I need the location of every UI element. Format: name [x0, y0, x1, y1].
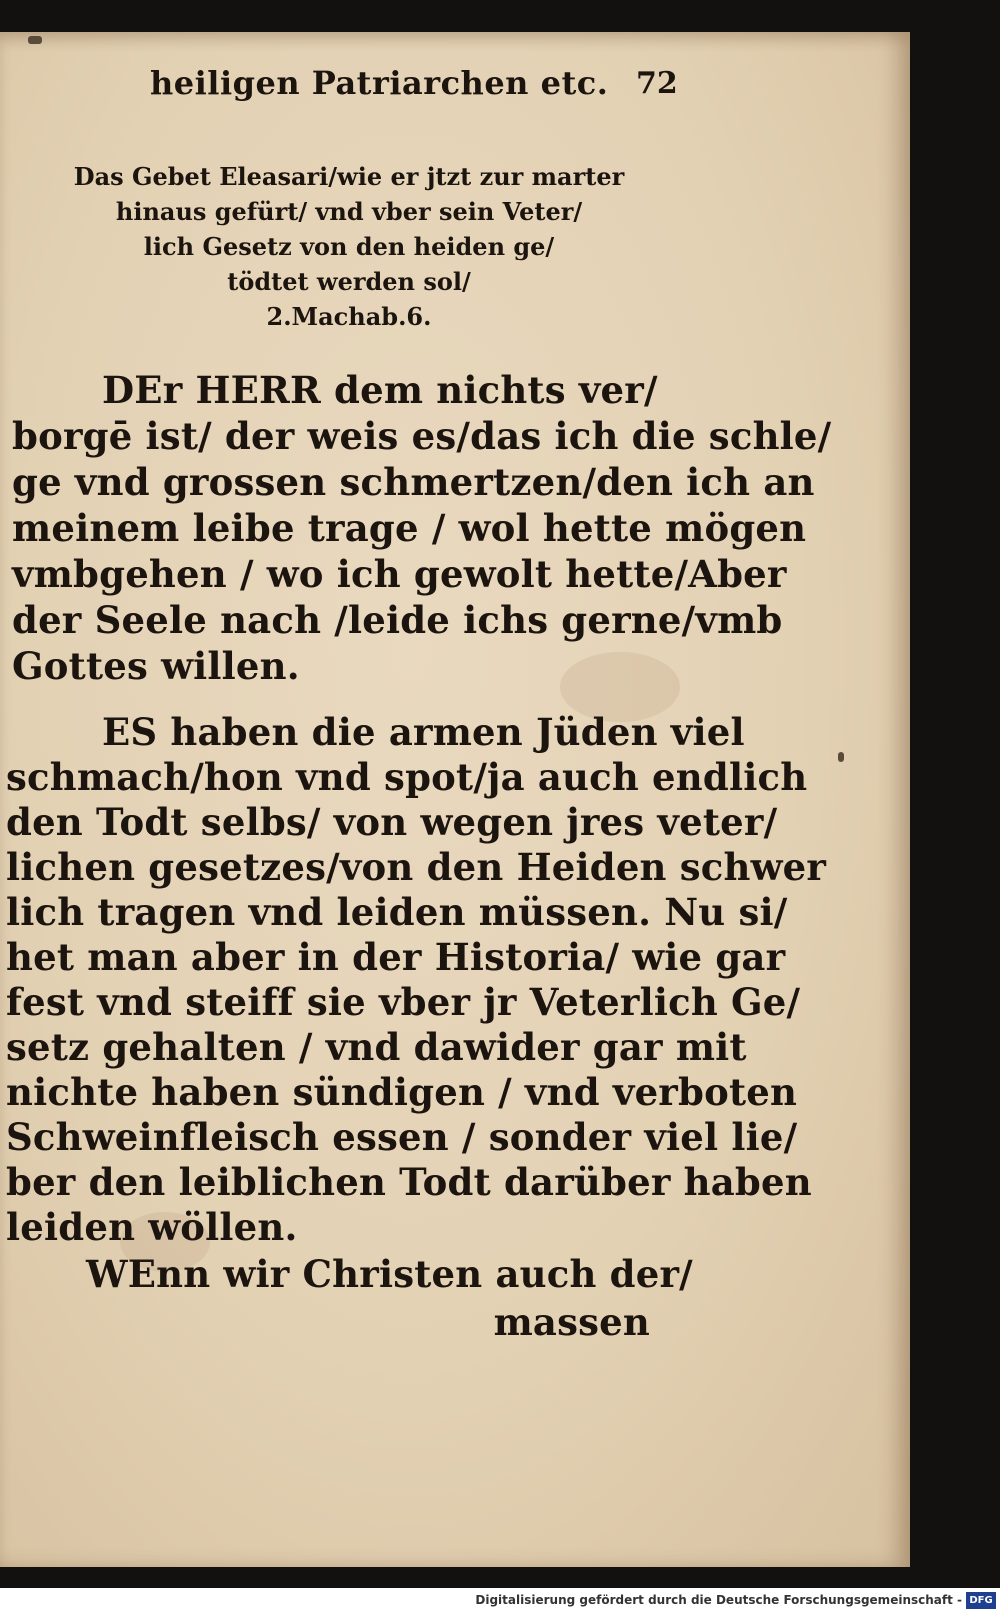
body-line: nichte haben sündigen / vnd verboten — [6, 1070, 798, 1114]
funding-credit: Digitalisierung gefördert durch die Deutsche Forschungsgemeinschaft - — [475, 1593, 962, 1607]
body-line: het man aber in der Historia/ wie gar — [6, 935, 786, 979]
heading-line: lich Gesetz von den heiden ge/ — [143, 232, 555, 261]
heading-line: Das Gebet Eleasari/wie er jtzt zur marter — [73, 162, 625, 191]
body-line: ber den leiblichen Todt darüber haben — [6, 1160, 812, 1204]
body-line: ge vnd grossen schmertzen/den ich an — [12, 460, 815, 504]
running-head: heiligen Patriarchen etc. — [150, 64, 609, 102]
footer-bar — [0, 1588, 1000, 1614]
body-line: ES haben die armen Jüden viel — [102, 710, 745, 754]
body-line: lich tragen vnd leiden müssen. Nu si/ — [6, 890, 788, 934]
body-line: lichen gesetzes/von den Heiden schwer — [6, 845, 827, 889]
body-line: der Seele nach /leide ichs gerne/vmb — [12, 598, 783, 642]
body-line: Schweinfleisch essen / sonder viel lie/ — [6, 1115, 798, 1159]
body-line: Gottes willen. — [12, 644, 300, 688]
page-number: 72 — [636, 66, 678, 101]
ink-speck — [28, 36, 42, 44]
body-line: borgē ist/ der weis es/das ich die schle/ — [12, 414, 832, 458]
catchword: massen — [493, 1300, 650, 1344]
body-line: den Todt selbs/ von wegen jres veter/ — [6, 800, 778, 844]
body-line: schmach/hon vnd spot/ja auch endlich — [6, 755, 808, 799]
ink-speck — [838, 752, 844, 762]
heading-line: 2.Machab.6. — [266, 302, 432, 331]
body-line: setz gehalten / vnd dawider gar mit — [6, 1025, 747, 1069]
body-line: vmbgehen / wo ich gewolt hette/Aber — [12, 552, 787, 596]
body-line: meinem leibe trage / wol hette mögen — [12, 506, 807, 550]
body-line: DEr HERR dem nichts ver/ — [102, 368, 658, 412]
dfg-logo[interactable]: DFG — [966, 1592, 996, 1609]
body-line: fest vnd steiff sie vber jr Veterlich Ge/ — [6, 980, 801, 1024]
body-line: leiden wöllen. — [6, 1205, 298, 1249]
heading-line: hinaus gefürt/ vnd vber sein Veter/ — [115, 197, 583, 226]
paragraph-christians-start: WEnn wir Christen auch der/ — [86, 1252, 693, 1296]
heading-line: tödtet werden sol/ — [227, 267, 471, 296]
